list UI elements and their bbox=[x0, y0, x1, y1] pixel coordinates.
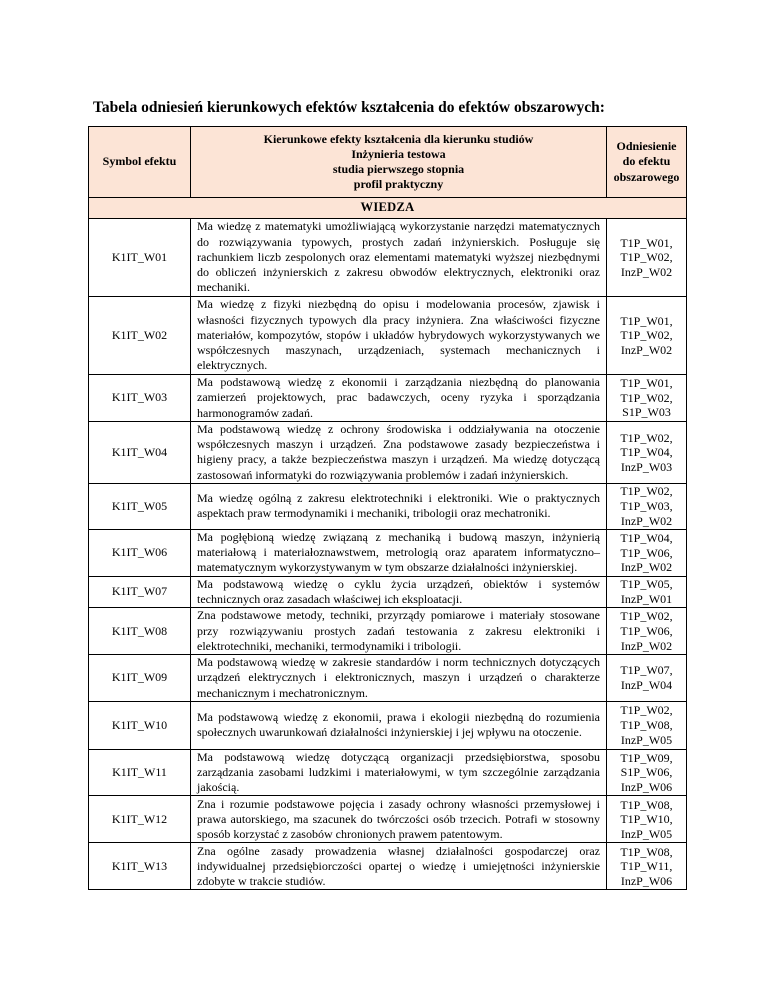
reference-code: S1P_W03 bbox=[622, 405, 671, 420]
reference-code: T1P_W08, bbox=[620, 797, 673, 812]
effect-description: Zna podstawowe metody, techniki, przyrządy pomiarowe i materiały stosowane przy rozwiązywaniu prostych zadań testowania z zakresu elektroniki i elektrotechniki, mechaniki, termodynamiki i tribologii. bbox=[191, 608, 607, 655]
reference-code: T1P_W04, bbox=[620, 445, 673, 460]
effect-description: Zna ogólne zasady prowadzenia własnej działalności gospodarczej oraz indywidualnej przedsiębiorczości opartej o wiedzę i umiejętności inżynierskie zdobyte w trakcie studiów. bbox=[191, 843, 607, 890]
reference-code: T1P_W05, bbox=[620, 577, 673, 592]
reference-code: T1P_W01, bbox=[620, 313, 673, 328]
reference-code: T1P_W10, bbox=[620, 812, 673, 827]
reference-code: InzP_W05 bbox=[620, 732, 673, 747]
description-header-line: Kierunkowe efekty kształcenia dla kierunku studiów bbox=[263, 131, 534, 146]
effect-references bbox=[607, 796, 687, 843]
effect-symbol: K1IT_W05 bbox=[89, 483, 191, 529]
reference-header-line: do efektu bbox=[622, 154, 671, 169]
reference-code: InzP_W06 bbox=[620, 779, 673, 794]
reference-header-line: obszarowego bbox=[613, 169, 680, 184]
reference-code: T1P_W02, bbox=[620, 484, 673, 499]
table-row bbox=[89, 483, 687, 529]
reference-code: T1P_W01, bbox=[620, 376, 673, 391]
description-header-line: profil praktyczny bbox=[353, 177, 444, 192]
effect-references bbox=[607, 843, 687, 890]
table-row bbox=[89, 701, 687, 749]
effect-description: Zna i rozumie podstawowe pojęcia i zasady ochrony własności przemysłowej i prawa autorskiego, ma szacunek do twórczości osób trzecich. Potrafi w stosowny sposób korzystać z zasobów chronionych prawem patentowym. bbox=[191, 796, 607, 843]
reference-code: T1P_W04, bbox=[620, 530, 673, 545]
description-header bbox=[191, 127, 607, 198]
description-header-line: Inżynieria testowa bbox=[351, 146, 446, 161]
effect-description: Ma podstawową wiedzę z ekonomii i zarządzania niezbędną do planowania zamierzeń projektowych, prac badawczych, oceny ryzyka i sporządzania harmonogramów zadań. bbox=[191, 375, 607, 422]
table-row bbox=[89, 749, 687, 796]
effect-references bbox=[607, 219, 687, 297]
reference-code: InzP_W02 bbox=[620, 560, 673, 575]
effect-description: Ma podstawową wiedzę z ekonomii, prawa i ekologii niezbędną do rozumienia społecznych uwarunkowań działalności inżynierskiej i jej wpływu na otoczenie. bbox=[191, 701, 607, 749]
reference-code: InzP_W03 bbox=[620, 459, 673, 474]
table-row bbox=[89, 219, 687, 297]
effect-references bbox=[607, 701, 687, 749]
table-row bbox=[89, 297, 687, 375]
table-row bbox=[89, 608, 687, 655]
reference-code: T1P_W09, bbox=[620, 750, 673, 765]
reference-code: T1P_W02, bbox=[620, 250, 673, 265]
reference-code: T1P_W08, bbox=[620, 844, 673, 859]
reference-code: T1P_W02, bbox=[620, 328, 673, 343]
reference-code: InzP_W02 bbox=[620, 342, 673, 357]
table-row bbox=[89, 422, 687, 484]
page-title: Tabela odniesień kierunkowych efektów kształcenia do efektów obszarowych: bbox=[93, 99, 605, 116]
symbol-header: Symbol efektu bbox=[89, 127, 191, 198]
reference-code: InzP_W04 bbox=[620, 678, 673, 693]
table-row bbox=[89, 576, 687, 607]
effect-description: Ma wiedzę z matematyki umożliwiającą wykorzystanie narzędzi matematycznych do rozwiązywania typowych, prostych zadań inżynierskich. Posługuje się rachunkiem liczb zespolonych oraz elementami matematyki wyższej niezbędnymi do obliczeń inżynierskich z zakresu obwodów elektrycznych, elektroniki oraz mechaniki. bbox=[191, 219, 607, 297]
reference-code: InzP_W02 bbox=[620, 264, 673, 279]
effect-references bbox=[607, 529, 687, 576]
effect-description: Ma podstawową wiedzę z ochrony środowiska i oddziaływania na otoczenie współczesnych maszyn i urządzeń. Zna podstawowe zasady bezpieczeństwa i higieny pracy, a także bezpieczeństwa maszyn i urządzeń. Ma wiedzę dotyczącą zastosowań informatyki do rozwiązywania problemów i zadań inżynierskich. bbox=[191, 422, 607, 484]
table-row bbox=[89, 529, 687, 576]
effect-references bbox=[607, 483, 687, 529]
effect-symbol: K1IT_W13 bbox=[89, 843, 191, 890]
description-header-line: studia pierwszego stopnia bbox=[332, 162, 465, 176]
effect-symbol: K1IT_W07 bbox=[89, 576, 191, 607]
reference-header bbox=[607, 127, 687, 198]
effect-references bbox=[607, 422, 687, 484]
effect-symbol: K1IT_W08 bbox=[89, 608, 191, 655]
table-row bbox=[89, 375, 687, 422]
reference-code: InzP_W02 bbox=[620, 513, 673, 528]
reference-code: T1P_W02, bbox=[620, 609, 673, 624]
effect-symbol: K1IT_W06 bbox=[89, 529, 191, 576]
table-row bbox=[89, 655, 687, 702]
effect-symbol: K1IT_W04 bbox=[89, 422, 191, 484]
reference-code: T1P_W06, bbox=[620, 623, 673, 638]
effects-table bbox=[88, 126, 687, 890]
effect-description: Ma podstawową wiedzę w zakresie standardów i norm technicznych dotyczących urządzeń elektrycznych i elektronicznych, maszyn i urządzeń o charakterze mechanicznym i mechatronicznym. bbox=[191, 655, 607, 702]
section-row bbox=[89, 198, 687, 219]
effect-description: Ma podstawową wiedzę o cyklu życia urządzeń, obiektów i systemów technicznych oraz zasadach właściwej ich eksploatacji. bbox=[191, 576, 607, 607]
reference-code: InzP_W01 bbox=[620, 592, 673, 607]
section-title: WIEDZA bbox=[89, 198, 687, 219]
reference-code: InzP_W05 bbox=[620, 826, 673, 841]
reference-code: S1P_W06, bbox=[620, 765, 673, 780]
reference-code: InzP_W02 bbox=[620, 638, 673, 653]
effect-description: Ma podstawową wiedzę dotyczącą organizacji przedsiębiorstwa, sposobu zarządzania zasobami ludzkimi i materiałowymi, w tym szczególnie zarządzania jakością. bbox=[191, 749, 607, 796]
reference-code: T1P_W02, bbox=[620, 390, 673, 405]
effect-symbol: K1IT_W01 bbox=[89, 219, 191, 297]
reference-code: T1P_W01, bbox=[620, 235, 673, 250]
effect-symbol: K1IT_W10 bbox=[89, 701, 191, 749]
effect-symbol: K1IT_W09 bbox=[89, 655, 191, 702]
effect-description: Ma wiedzę z fizyki niezbędną do opisu i modelowania procesów, zjawisk i własności fizycznych typowych dla pracy inżyniera. Zna właściwości fizyczne materiałów, kompozytów, stopów i układów hybrydowych wykorzystywanych we współczesnych maszynach, urządzeniach, systemach mechanicznych i elektrycznych. bbox=[191, 297, 607, 375]
effect-symbol: K1IT_W02 bbox=[89, 297, 191, 375]
table-row bbox=[89, 796, 687, 843]
header-row bbox=[89, 127, 687, 198]
effect-references bbox=[607, 608, 687, 655]
reference-code: T1P_W03, bbox=[620, 499, 673, 514]
effect-symbol: K1IT_W03 bbox=[89, 375, 191, 422]
effect-references bbox=[607, 655, 687, 702]
reference-code: T1P_W08, bbox=[620, 718, 673, 733]
reference-code: InzP_W06 bbox=[620, 873, 673, 888]
effect-references bbox=[607, 375, 687, 422]
effect-symbol: K1IT_W12 bbox=[89, 796, 191, 843]
reference-code: T1P_W07, bbox=[620, 663, 673, 678]
reference-header-line: Odniesienie bbox=[616, 139, 677, 154]
effect-description: Ma wiedzę ogólną z zakresu elektrotechniki i elektroniki. Wie o praktycznych aspektach praw termodynamiki i mechaniki, tribologii oraz mechatroniki. bbox=[191, 483, 607, 529]
reference-code: T1P_W11, bbox=[620, 859, 673, 874]
effect-references bbox=[607, 749, 687, 796]
reference-code: T1P_W02, bbox=[620, 430, 673, 445]
reference-code: T1P_W06, bbox=[620, 545, 673, 560]
effect-symbol: K1IT_W11 bbox=[89, 749, 191, 796]
effect-description: Ma pogłębioną wiedzę związaną z mechaniką i budową maszyn, inżynierią materiałową i materiałoznawstwem, metrologią oraz aparatem informatyczno–matematycznym wykorzystywanym w tym obszarze działalności inżynierskiej. bbox=[191, 529, 607, 576]
effect-references bbox=[607, 297, 687, 375]
reference-code: T1P_W02, bbox=[620, 703, 673, 718]
effect-references bbox=[607, 576, 687, 607]
table-row bbox=[89, 843, 687, 890]
